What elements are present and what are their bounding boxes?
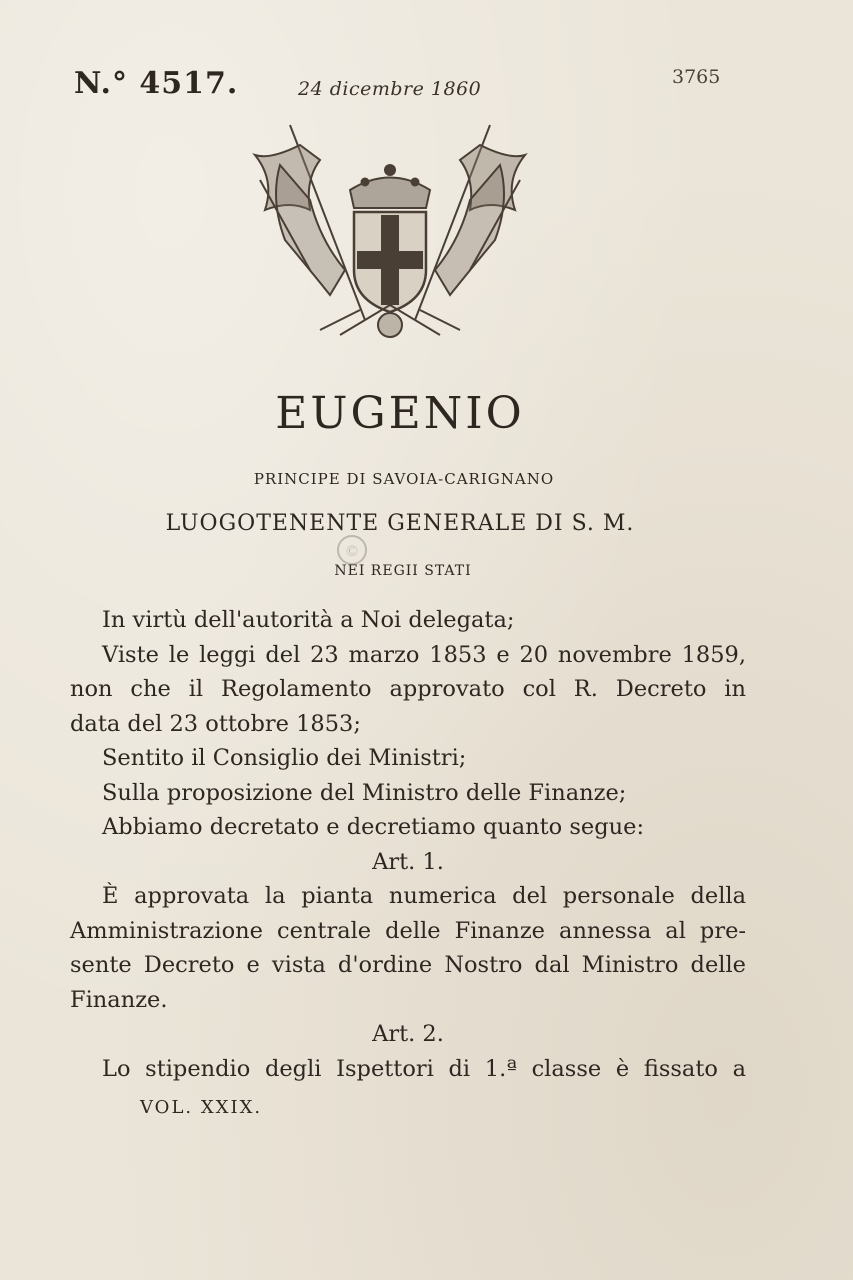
article-1-line1: È approvata la pianta numerica del personale della (102, 883, 746, 909)
article-1-heading: Art. 1. (372, 848, 444, 875)
article-2-line1: Lo stipendio degli Ispettori di 1.ª classe è fissato a (102, 1055, 746, 1082)
paragraph-laws-line2: non che il Regolamento approvato col R. Decreto in (70, 676, 746, 702)
article-1-line4: Finanze. (70, 986, 168, 1013)
decree-date: 24 dicembre 1860 (298, 78, 482, 100)
article-1-line2: Amministrazione centrale delle Finanze annessa al pre- (70, 917, 746, 944)
decree-number: N.° 4517. (74, 66, 239, 101)
paragraph-proposal: Sulla proposizione del Ministro delle Finanze; (102, 779, 627, 806)
paragraph-laws-line3: data del 23 ottobre 1853; (70, 710, 361, 737)
svg-text:©: © (345, 543, 359, 560)
subtitle-states: NEI REGII STATI (334, 563, 472, 579)
paragraph-council: Sentito il Consiglio dei Ministri; (102, 745, 467, 771)
paragraph-authority: In virtù dell'autorità a Noi delegata; (102, 607, 515, 633)
decree-body (70, 603, 746, 1086)
page-number: 3765 (672, 66, 721, 88)
document-title: EUGENIO (275, 388, 525, 439)
volume-signature: VOL. XXIX. (140, 1097, 263, 1118)
paragraph-decree: Abbiamo decretato e decretiamo quanto segue: (102, 814, 645, 840)
article-2-heading: Art. 2. (372, 1021, 444, 1047)
savoy-coat-of-arms-icon (250, 120, 530, 350)
article-1-line3: sente Decreto e vista d'ordine Nostro dal Ministro delle (70, 952, 746, 978)
subtitle-lieutenant: LUOGOTENENTE GENERALE DI S. M. (165, 511, 635, 536)
paragraph-laws-line1: Viste le leggi del 23 marzo 1853 e 20 novembre 1859, (102, 641, 746, 668)
subtitle-prince: PRINCIPE DI SAVOIA-CARIGNANO (253, 470, 555, 488)
